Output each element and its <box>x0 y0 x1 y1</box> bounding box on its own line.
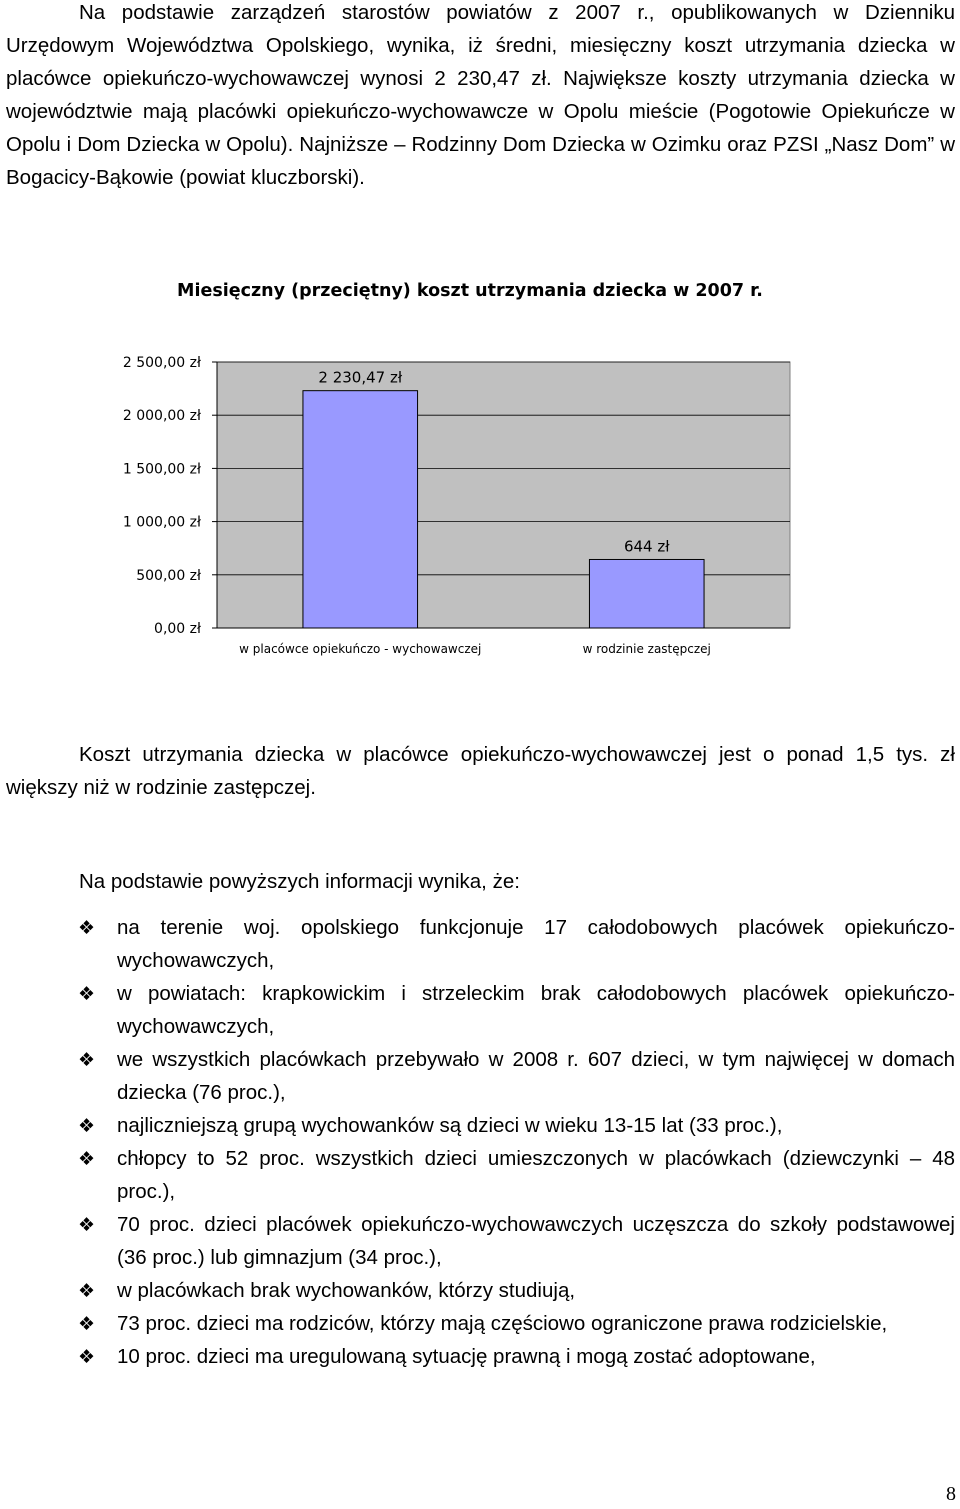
diamond-bullet-icon: ❖ <box>78 1049 96 1071</box>
y-tick-label: 1 500,00 zł <box>122 461 201 478</box>
bar <box>589 559 704 628</box>
list-item <box>0 1208 955 1274</box>
diamond-bullet-icon: ❖ <box>78 1148 96 1170</box>
data-label: 644 zł <box>623 537 670 556</box>
diamond-bullet-icon: ❖ <box>78 1313 96 1335</box>
list-item <box>0 1274 955 1307</box>
bar <box>303 391 418 628</box>
intro-paragraph: Na podstawie zarządzeń starostów powiatów z 2007 r., opublikowanych w Dzienniku Urzędowym Województwa Opolskiego, wynika, iż średni, miesięczny koszt utrzymania dziecka w placówce opiekuńczo-wychowawczej wynosi 2 230,47 zł. Największe koszty utrzymania dziecka w województwie mają placówki opiekuńczo-wychowawcze w Opolu mieście (Pogotowie Opiekuńcze w Opolu i Dom Dziecka w Opolu). Najniższe – Rodzinny Dom Dziecka w Ozimku oraz PZSI „Nasz Dom” w Bogacicy-Bąkowie (powiat kluczborski). <box>6 1 955 189</box>
list-item-text: 70 proc. dzieci placówek opiekuńczo-wychowawczych uczęszcza do szkoły podstawowej (36 proc.) lub gimnazjum (34 proc.), <box>117 1213 955 1269</box>
diamond-bullet-icon: ❖ <box>78 1214 96 1236</box>
page-number: 8 <box>946 1483 956 1505</box>
list-item-text: w powiatach: krapkowickim i strzeleckim brak całodobowych placówek opiekuńczo-wychowawczych, <box>117 982 955 1038</box>
data-label: 2 230,47 zł <box>318 368 403 387</box>
list-item <box>0 1043 955 1109</box>
y-tick-label: 1 000,00 zł <box>122 514 201 531</box>
list-item-text: we wszystkich placówkach przebywało w 2008 r. 607 dzieci, w tym najwięcej w domach dziecka (76 proc.), <box>117 1048 955 1104</box>
diamond-bullet-icon: ❖ <box>78 983 96 1005</box>
lead-sentence: Na podstawie powyższych informacji wynika, że: <box>79 870 520 893</box>
list-item-text: w placówkach brak wychowanków, którzy studiują, <box>117 1279 576 1302</box>
list-item <box>0 1109 955 1142</box>
list-item-text: 10 proc. dzieci ma uregulowaną sytuację prawną i mogą zostać adoptowane, <box>117 1345 816 1368</box>
category-label: w rodzinie zastępczej <box>582 642 711 656</box>
list-item <box>0 911 955 977</box>
diamond-bullet-icon: ❖ <box>78 917 96 939</box>
category-label: w placówce opiekuńczo - wychowawczej <box>239 642 482 656</box>
diamond-bullet-icon: ❖ <box>78 1115 96 1137</box>
y-tick-label: 2 500,00 zł <box>122 355 201 371</box>
list-item <box>0 977 955 1043</box>
list-item-text: chłopcy to 52 proc. wszystkich dzieci umieszczonych w placówkach (dziewczynki – 48 proc.), <box>117 1147 955 1203</box>
cost-chart <box>100 275 820 670</box>
diamond-bullet-icon: ❖ <box>78 1346 96 1368</box>
y-tick-label: 500,00 zł <box>136 567 201 584</box>
list-item <box>0 1307 955 1340</box>
list-item <box>0 1142 955 1208</box>
list-item <box>0 1340 955 1373</box>
diamond-bullet-icon: ❖ <box>78 1280 96 1302</box>
y-tick-label: 0,00 zł <box>154 621 201 637</box>
y-tick-label: 2 000,00 zł <box>122 408 201 425</box>
cost-chart-svg <box>100 275 820 670</box>
findings-list <box>0 911 955 1373</box>
chart-title: Miesięczny (przeciętny) koszt utrzymania dziecka w 2007 r. <box>177 281 763 301</box>
summary-paragraph: Koszt utrzymania dziecka w placówce opiekuńczo-wychowawczej jest o ponad 1,5 tys. zł większy niż w rodzinie zastępczej. <box>6 743 955 799</box>
list-item-text: najliczniejszą grupą wychowanków są dzieci w wieku 13-15 lat (33 proc.), <box>117 1114 783 1137</box>
list-item-text: na terenie woj. opolskiego funkcjonuje 17 całodobowych placówek opiekuńczo-wychowawczych, <box>117 916 955 972</box>
list-item-text: 73 proc. dzieci ma rodziców, którzy mają częściowo ograniczone prawa rodzicielskie, <box>117 1312 888 1335</box>
